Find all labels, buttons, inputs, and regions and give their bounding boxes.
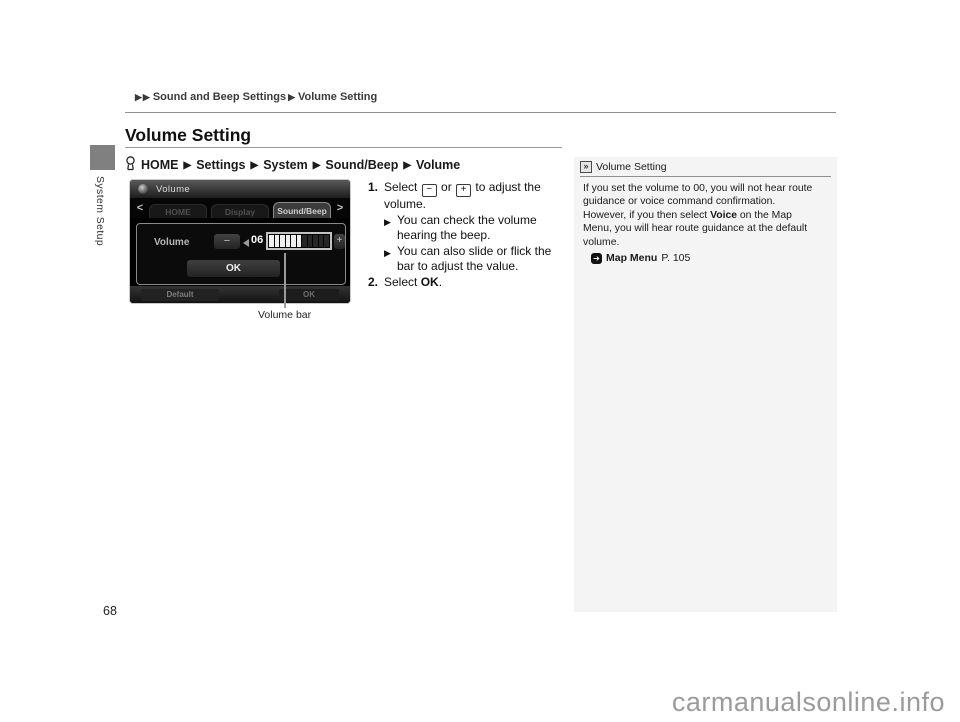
plus-key-icon: + [456, 184, 471, 197]
bullet-text: You can also slide or flick the bar to adjust the value. [397, 243, 552, 273]
device-titlebar [130, 180, 350, 198]
note-header [574, 157, 837, 176]
note-body [574, 177, 824, 249]
section-tab-marker [90, 145, 115, 170]
step-1 [368, 180, 568, 213]
instructions [368, 180, 568, 290]
breadcrumb [135, 91, 377, 103]
device-screenshot [129, 179, 351, 304]
device-tab-home: HOME [149, 204, 207, 218]
note-text-part: If you set the volume to 00, you will not hear route guidance or voice command confirmation. However, if you then select [583, 183, 813, 221]
volume-segment [275, 235, 280, 247]
volume-segment [308, 235, 313, 247]
step-text-part: Select [384, 180, 421, 194]
breadcrumb-arrow-icon: ▶ [288, 91, 296, 102]
plus-button: + [334, 234, 345, 249]
path-item: Settings [196, 158, 246, 172]
volume-segment [291, 235, 296, 247]
home-knob-icon [125, 156, 136, 174]
volume-segment [297, 235, 302, 247]
step-2 [368, 275, 568, 291]
title-divider [125, 147, 562, 148]
footer-ok-button: OK [279, 289, 339, 301]
tab-prev-icon: < [136, 201, 144, 214]
device-tab-display: Display [211, 204, 269, 218]
reference-label: Map Menu [606, 252, 658, 265]
path-item: System [263, 158, 308, 172]
volume-segment [280, 235, 285, 247]
watermark: carmanualsonline.info [671, 687, 945, 717]
path-arrow-icon: ▶ [403, 159, 412, 171]
minus-button: − [214, 234, 240, 249]
device-bottombar [130, 286, 350, 303]
step-number: 1. [368, 180, 379, 194]
page-title: Volume Setting [125, 125, 252, 145]
path-item: Volume [416, 158, 461, 172]
tab-next-icon: > [336, 201, 344, 214]
section-label: System Setup [94, 176, 106, 247]
reference-page: P. 105 [661, 252, 691, 265]
callout-label: Volume bar [258, 309, 312, 321]
note-box [574, 157, 837, 612]
volume-segment [302, 235, 307, 247]
menu-path [125, 156, 460, 174]
bullet-arrow-icon: ▶ [384, 247, 391, 258]
device-tab-sound-beep: Sound/Beep [273, 202, 331, 218]
step-text [384, 275, 568, 291]
page-reference-link[interactable] [591, 252, 837, 264]
step-text-part: to adjust the volume. [384, 180, 541, 211]
sub-bullet [384, 213, 568, 244]
step-text-part: Select [384, 274, 421, 289]
callout-line [284, 253, 286, 308]
note-text-part: on the Map Menu, you will hear route guidance at the default volume. [583, 209, 808, 248]
step-text-part: or [437, 180, 456, 194]
step-text-bold: OK [420, 274, 439, 289]
device-volume-panel [136, 223, 346, 285]
volume-segment [319, 235, 324, 247]
device-screen-title: Volume [156, 183, 191, 195]
volume-segment [269, 235, 274, 247]
header-divider [125, 112, 836, 113]
path-arrow-icon: ▶ [312, 159, 321, 171]
path-item: Sound/Beep [325, 158, 399, 172]
page-number: 68 [103, 604, 117, 618]
note-section-icon: » [580, 161, 592, 173]
bullet-text: You can check the volume hearing the beep. [397, 212, 537, 242]
volume-segment [286, 235, 291, 247]
path-item: HOME [141, 158, 179, 172]
breadcrumb-arrow-icon: ▶▶ [135, 91, 151, 102]
sub-bullet [384, 244, 568, 275]
bullet-arrow-icon: ▶ [384, 216, 391, 227]
breadcrumb-item: Volume Setting [298, 91, 378, 103]
volume-value: 06 [251, 234, 264, 246]
note-title: Volume Setting [596, 161, 667, 173]
volume-bar [266, 232, 332, 250]
step-number: 2. [368, 274, 379, 289]
page-link-icon: ➔ [591, 253, 602, 264]
device-tabbar [130, 198, 350, 218]
ok-button: OK [187, 260, 280, 277]
speaker-icon [243, 239, 249, 247]
step-text-part: . [438, 274, 443, 289]
note-text-bold: Voice [710, 209, 738, 221]
volume-segment [324, 235, 329, 247]
path-arrow-icon: ▶ [250, 159, 259, 171]
path-arrow-icon: ▶ [183, 159, 192, 171]
default-button: Default [141, 289, 219, 301]
breadcrumb-item: Sound and Beep Settings [152, 91, 287, 103]
device-volume-label: Volume [154, 237, 190, 248]
volume-segment [313, 235, 318, 247]
minus-key-icon: − [422, 184, 437, 197]
step-text [384, 180, 568, 213]
volume-knob-icon [138, 184, 148, 194]
